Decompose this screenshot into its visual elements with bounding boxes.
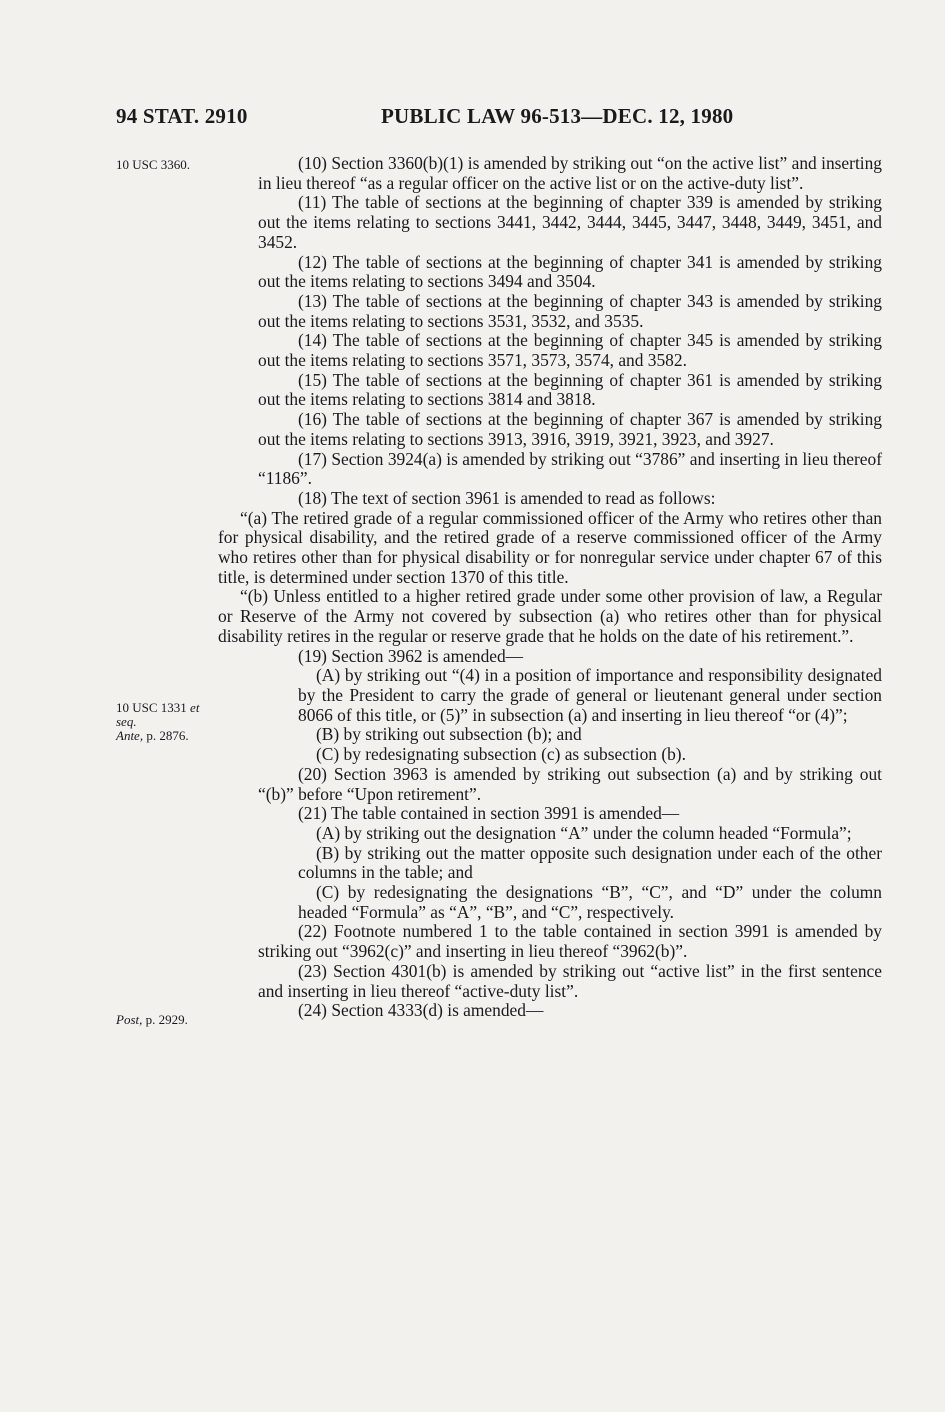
margin-note-10-usc-1331: 10 USC 1331 et seq. Ante, p. 2876. <box>116 700 200 743</box>
paragraph-19: (19) Section 3962 is amended— <box>298 645 524 666</box>
statute-page-number: 94 STAT. 2910 <box>116 104 248 128</box>
public-law-title: PUBLIC LAW 96-513—DEC. 12, 1980 <box>381 104 734 128</box>
margin-note-10-usc-3360: 10 USC 3360. <box>116 157 191 172</box>
paragraph-21-a: (A) by striking out the designation “A” under the column headed “Formula”; <box>316 822 852 843</box>
quoted-subsection-b: “(b) Unless entitled to a higher retired grade under some other provision of law, a Regular or Reserve of the Army not covered by subsection (a) who retires other than for physical disability retires in the regular or reserve grade that he holds on the date of his retirement.”. <box>218 586 882 646</box>
paragraph-21-c: (C) by redesignating the designations “B”, “C”, and “D” under the column headed “Formula” as “A”, “B”, and “C”, respectively. <box>298 882 882 922</box>
paragraph-10: (10) Section 3360(b)(1) is amended by striking out “on the active list” and inserting in lieu thereof “as a regular officer on the active list or on the active-duty list”. <box>258 153 882 193</box>
paragraph-24: (24) Section 4333(d) is amended— <box>298 1000 544 1021</box>
paragraph-13: (13) The table of sections at the beginning of chapter 343 is amended by striking out the items relating to sections 3531, 3532, and 3535. <box>258 290 882 331</box>
paragraph-21: (21) The table contained in section 3991 is amended— <box>298 803 680 824</box>
statute-body <box>218 153 882 1021</box>
paragraph-16: (16) The table of sections at the beginning of chapter 367 is amended by striking out the items relating to sections 3913, 3916, 3919, 3921, 3923, and 3927. <box>258 409 882 449</box>
paragraph-19-a: (A) by striking out “(4) in a position of importance and responsibility designated by the President to carry the grade of general or lieutenant general under section 8066 of this title, or (5)” in subsection (a) and inserting in lieu thereof “or (4)”; <box>298 665 882 725</box>
margin-note-post-2929: Post, p. 2929. <box>116 1012 188 1027</box>
paragraph-11: (11) The table of sections at the beginning of chapter 339 is amended by striking out the items relating to sections 3441, 3442, 3444, 3445, 3447, 3448, 3449, 3451, and 3452. <box>258 192 882 252</box>
paragraph-15: (15) The table of sections at the beginning of chapter 361 is amended by striking out the items relating to sections 3814 and 3818. <box>258 369 882 410</box>
quoted-subsection-a: “(a) The retired grade of a regular commissioned officer of the Army who retires other than for physical disability, and the retired grade of a reserve commissioned officer of the Army who retires other than for physical disability or for nonregular service under chapter 67 of this title, is determined under section 1370 of this title. <box>218 507 882 587</box>
paragraph-12: (12) The table of sections at the beginning of chapter 341 is amended by striking out the items relating to sections 3494 and 3504. <box>258 251 882 292</box>
paragraph-22: (22) Footnote numbered 1 to the table contained in section 3991 is amended by striking out “3962(c)” and inserting in lieu thereof “3962(b)”. <box>258 921 882 962</box>
paragraph-14: (14) The table of sections at the beginning of chapter 345 is amended by striking out the items relating to sections 3571, 3573, 3574, and 3582. <box>258 330 882 371</box>
paragraph-18: (18) The text of section 3961 is amended to read as follows: <box>298 487 716 508</box>
paragraph-23: (23) Section 4301(b) is amended by striking out “active list” in the first sentence and inserting in lieu thereof “active-duty list”. <box>258 960 882 1001</box>
paragraph-20: (20) Section 3963 is amended by striking out subsection (a) and by striking out “(b)” before “Upon retirement”. <box>258 763 882 804</box>
paragraph-19-c: (C) by redesignating subsection (c) as subsection (b). <box>316 744 686 765</box>
paragraph-21-b: (B) by striking out the matter opposite such designation under each of the other columns in the table; and <box>298 842 882 883</box>
paragraph-17: (17) Section 3924(a) is amended by striking out “3786” and inserting in lieu thereof “1186”. <box>258 448 882 489</box>
paragraph-19-b: (B) by striking out subsection (b); and <box>316 724 582 745</box>
